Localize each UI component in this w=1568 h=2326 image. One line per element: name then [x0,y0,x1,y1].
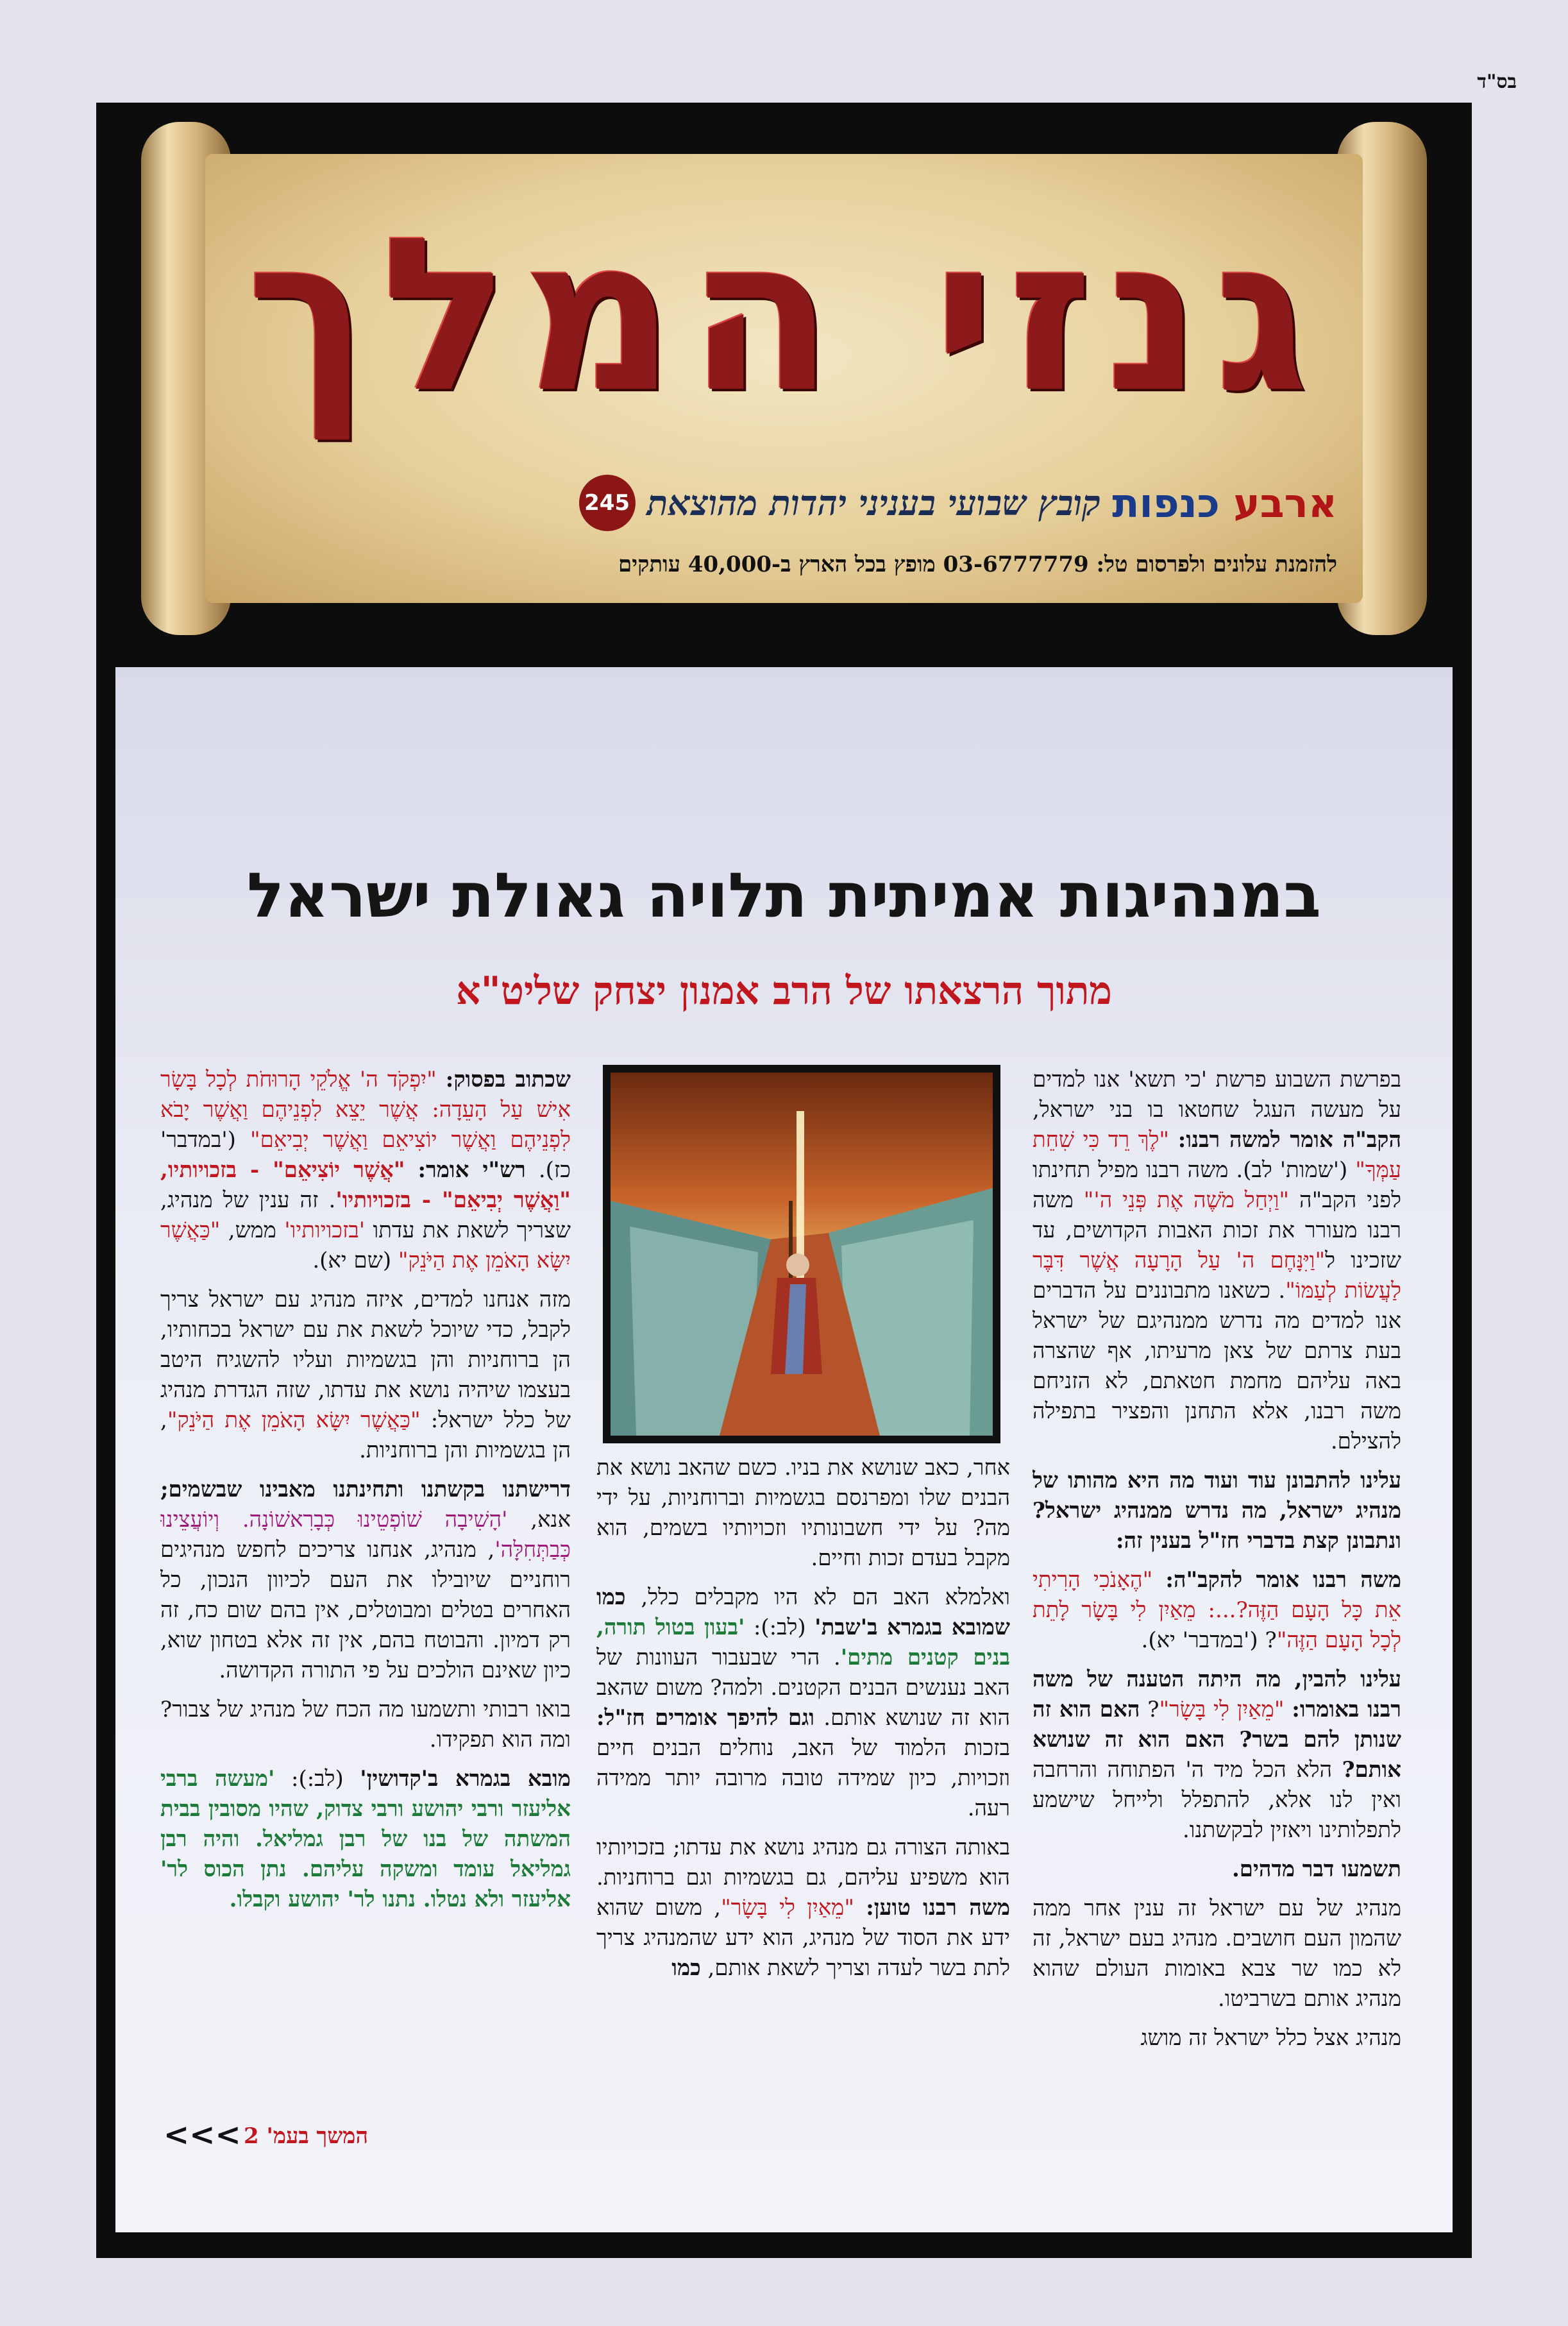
paragraph: מנהיג אצל כלל ישראל זה מושג [1140,2025,1401,2051]
paragraph: מנהיג של עם ישראל זה ענין אחר ממה שהמון העם חושבים. מנהיג בעם ישראל, זה לא כמו שר צבא באומות העולם שהוא מנהיג אותם בשרביטו. [1033,1896,1401,2012]
article-headline: במנהיגות אמיתית תלויה גאולת ישראל [247,860,1321,931]
article-byline: מתוך הרצאתו של הרב אמנון יצחק שליט"א [456,969,1112,1014]
contact-line: להזמנת עלונים ולפרסום טל: 03-6777779 מופץ בכל הארץ ב-40,000 עותקים [618,552,1337,577]
paragraph: אחר, כאב שנושא את בניו. כשם שהאב נושא את הבנים שלו ומפרנסם בגשמיות וברוחניות, על ידי מה? על ידי חשבונותיו וזכויותיו בשמים, הוא מקבל בעדם זכות וחיים. [596,1455,1010,1571]
publisher-logo-word-1: ארבע [1233,479,1337,527]
paragraph: מובא בגמרא ב'קדושין' (לב:): 'מעשה ברבי אליעזר ורבי יהושע ורבי צדוק, שהיו מסובין בבית המשתה של בנו של רבן גמליאל. והיה רבן גמליאל עומד ומשקה עליהם. נתן הכוס לר' אליעזר ולא נטלו. נתנו לר' יהושע וקבלו. [160,1766,571,1912]
masthead-subtitle: קובץ שבועי בעניני יהדות מהוצאת [646,482,1101,523]
paragraph: מזה אנחנו למדים, איזה מנהיג עם ישראל צריך לקבל, כדי שיוכל לשאת את עם ישראל בכחותיו, הן ברוחניות והן בגשמיות ועליו להשגיח היטב בעצמו שיהיה נושא את עדתו, שזה הגדרת מנהיג של כלל ישראל: "כַּאֲשֶׁר יִשָּׂא הָאֹמֵן אֶת הַיֹּנֵק", הן בגשמיות והן ברוחניות. [160,1287,571,1463]
paragraph: באותה הצורה גם מנהיג נושא את עדתו; בזכויותיו הוא משפיע עליהם, גם בגשמיות וגם ברוחניות. משה רבנו טוען: "מֵאַיִן לִי בָּשָׂר", משום שהוא ידע את הסוד של מנהיג, הוא ידע שהמנהיג צריך לתת בשר לעדה וצריך לשאת אותם, כמו [596,1835,1010,1981]
paragraph: עלינו להבין, מה היתה הטענה של משה רבנו באומרו: "מֵאַיִן לִי בָּשָׂר"? האם הוא זה שנותן להם בשר? האם הוא זה שנושא אותם? הלא הכל מיד ה' הפתוחה והרחבה ואין לנו אלא, להתפלל ולייחל שישמע לתפלותינו ויאזין לבקשתנו. [1033,1667,1401,1843]
paragraph: בפרשת השבוע פרשת 'כי תשא' אנו למדים על מעשה העגל שחטאו בו בני ישראל, הקב"ה אומר למשה רבנו: "לֶךְ רֵד כִּי שִׁחֵת עַמְּךָ" ('שמות' לב). משה רבנו מפיל תחינתו לפני הקב"ה "וַיְחַל מֹשֶׁה אֶת פְּנֵי ה'" משה רבנו מעורר את זכות האבות הקדושים, עד שזכינו ל"וַיִּנָּחֶם ה' עַל הָרָעָה אֲשֶׁר דִּבֶּר לַעֲשׂוֹת לְעַמּוֹ". כשאנו מתבוננים על הדברים אנו למדים מה נדרש ממנהיגם של ישראל בעת צרתם של צאן מרעיתו, אף שהצרה באה עליהם מחמת חטאתם, לא הזניחם משה רבנו, אלא התחנן והפציר בתפילה להצילם. [1033,1067,1401,1454]
article-illustration [603,1065,1000,1443]
paragraph: עלינו להתבונן עוד ועוד מה היא מהותו של מנהיג ישראל, מה נדרש ממנהיג ישראל? ונתבונן קצת בדברי חז"ל בענין זה: [1033,1468,1401,1554]
article-column-right [1033,1065,1401,2200]
paragraph: שכתוב בפסוק: "יִפְקֹד ה' אֱלֹקֵי הָרוּחֹת לְכָל בָּשָׂר אִישׁ עַל הָעֵדָה: אֲשֶׁר יֵצֵא לִפְנֵיהֶם וַאֲשֶׁר יָבֹא לִפְנֵיהֶם וַאֲשֶׁר יוֹצִיאֵם וַאֲשֶׁר יְבִיאֵם" ('במדבר' כז). רש"י אומר: "אֲשֶׁר יוֹצִיאֵם" - בזכויותיו, "וַאֲשֶׁר יְבִיאֵם" - בזכויותיו'. זה ענין של מנהיג, שצריך לשאת את עדתו 'בזכויותיו' ממש, "כַּאֲשֶׁר יִשָּׂא הָאֹמֵן אֶת הַיֹּנֵק" (שם יא). [160,1067,571,1273]
publisher-logo [1112,480,1337,527]
paragraph: משה רבנו אומר להקב"ה: "הֶאָנֹכִי הָרִיתִי אֵת כָּל הָעָם הַזֶּה?...: מֵאַיִן לִי בָּשָׂר לָתֵת לְכָל הָעָם הַזֶּה"? ('במדבר' יא). [1033,1567,1401,1653]
newsletter-title: גנזי המלך [246,192,1322,439]
continue-arrows-icon: <<< [164,2117,241,2153]
paragraph: בואו רבותי ותשמעו מה הכח של מנהיג של צבור? ומה הוא תפקידו. [160,1697,571,1753]
parting-sea-illustration [611,1073,993,1436]
article-column-left [160,1065,571,2117]
publisher-logo-word-2: כנפות [1112,479,1220,527]
paragraph: ואלמלא האב הם לא היו מקבלים כלל, כמו שמובא בגמרא ב'שבת' (לב:): 'בעון בטול תורה, בנים קטנים מתים'. הרי שבעבור העוונות של האב נענשים הבנים הקטנים. ולמה? משום שהאב הוא זה שנושא אותם. וגם להיפך אומרים חז"ל: בזכות הלמוד של האב, נוחלים הבנים חיים וזכויות, כיון שמידה טובה מרובה יותר ממידה רעה. [596,1584,1010,1821]
article-column-middle [596,1453,1010,2203]
continued-on-page: המשך בעמ' 2 [244,2123,369,2149]
masthead [128,115,1440,648]
issue-number-badge: 245 [579,475,636,531]
paragraph: דרישתנו בקשתנו ותחינתנו מאבינו שבשמים; אנא, 'הָשִׁיבָה שׁוֹפְטֵינוּ כְּבָרִאשׁוֹנָה. וְיוֹעֲצֵינוּ כְּבַתְּחִלָּה', מנהיג, אנחנו צריכים לחפש מנהיגים רוחניים שיובילו את העם לכיוון הנכון, כל האחרים בטלים ומבוטלים, אין בהם שום כח, זה רק דמיון. והבוטח בהם, אין זה אלא בטחון שוא, כיון שאינם הולכים על פי התורה הקדושה. [160,1477,571,1683]
masthead-subtitle-row [579,475,1337,531]
paragraph: תשמעו דבר מדהים. [1231,1856,1401,1882]
page-header-mark: בס"ד [1477,71,1517,93]
